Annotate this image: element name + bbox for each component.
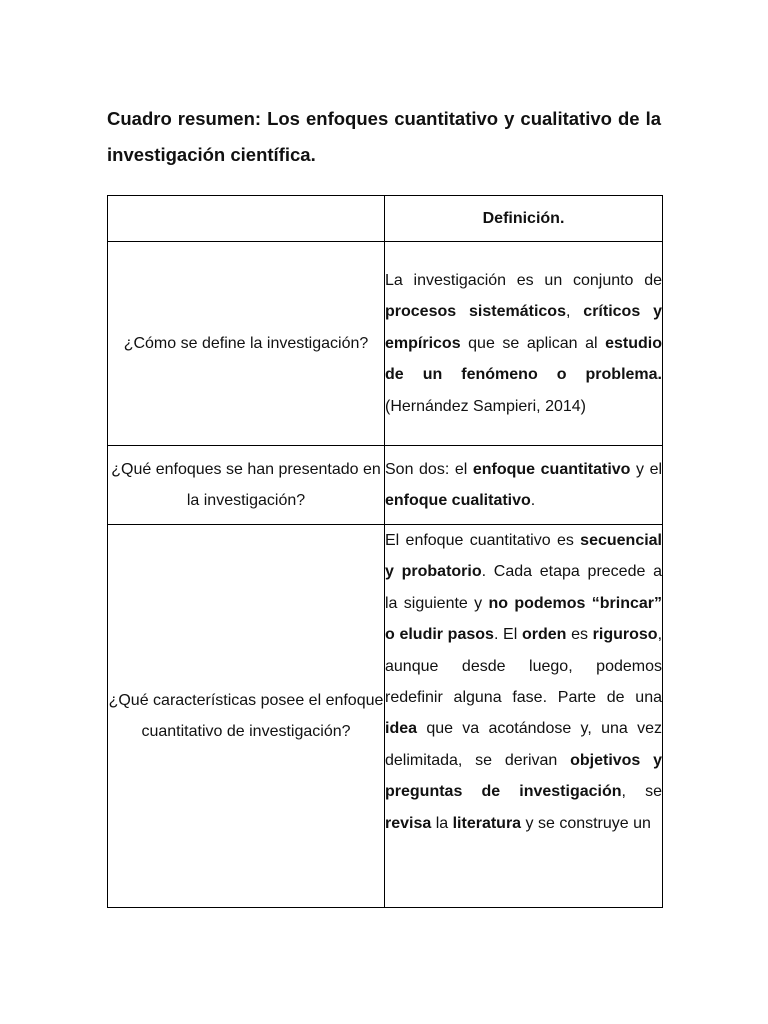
summary-table [107,195,663,908]
bold-text: objetivos y preguntas de investigación [385,751,662,801]
bold-text: estudio de un fenómeno o problema. [385,334,662,384]
bold-text: literatura [452,814,522,832]
answer-text: . Cada etapa precede a la siguiente y [385,563,662,612]
answer-text: . [530,492,536,509]
bold-text: secuencial y probatorio [385,532,662,581]
answer-text: (Hernández Sampieri, 2014) [385,397,586,415]
answer-text-clip [385,525,662,900]
answer-text: la [431,814,453,832]
question-cell: ¿Cómo se define la investigación? [108,242,385,446]
page-title: Cuadro resumen: Los enfoques cuantitativo y cualitativo de la investigación científica. [107,108,661,165]
answer-text: El enfoque cuantitativo es [385,532,581,549]
table-row [108,525,663,908]
bold-text: críticos y empíricos [385,303,662,352]
answer-text: , se [621,783,662,801]
answer-text: y el [630,460,663,478]
answer-text: , [565,303,584,321]
header-cell-definition: Definición. [385,196,663,242]
bold-text: orden [521,626,567,644]
answer-text: y se construye un [521,814,651,832]
table-header-row [108,196,663,242]
bold-text: enfoque cualitativo [385,492,531,509]
answer-text: . El [493,626,522,644]
table-row [108,446,663,525]
answer-text: Son dos: el [385,460,473,478]
answer-text: , aunque desde luego, podemos redefinir alguna fase. Parte de una [385,626,662,707]
answer-text: es [566,626,593,644]
answer-cell [385,525,663,908]
bold-text: riguroso [592,626,658,644]
table-row [108,242,663,446]
answer-cell [385,242,663,446]
question-cell: ¿Qué características posee el enfoque cuantitativo de investigación? [108,525,385,908]
answer-text: que va acotándose y, una vez delimitada, se derivan [385,720,662,769]
header-cell-empty [108,196,385,242]
bold-text: revisa [385,814,432,832]
question-cell: ¿Qué enfoques se han presentado en la investigación? [108,446,385,525]
answer-text: La investigación es un conjunto de [385,271,662,289]
answer-cell [385,446,663,525]
bold-text: procesos sistemáticos [385,303,566,321]
bold-text: idea [385,720,418,738]
bold-text: enfoque cuantitativo [472,460,631,478]
answer-text: que se aplican al [460,334,606,352]
bold-text: no podemos “brincar” o eludir pasos [385,594,662,644]
